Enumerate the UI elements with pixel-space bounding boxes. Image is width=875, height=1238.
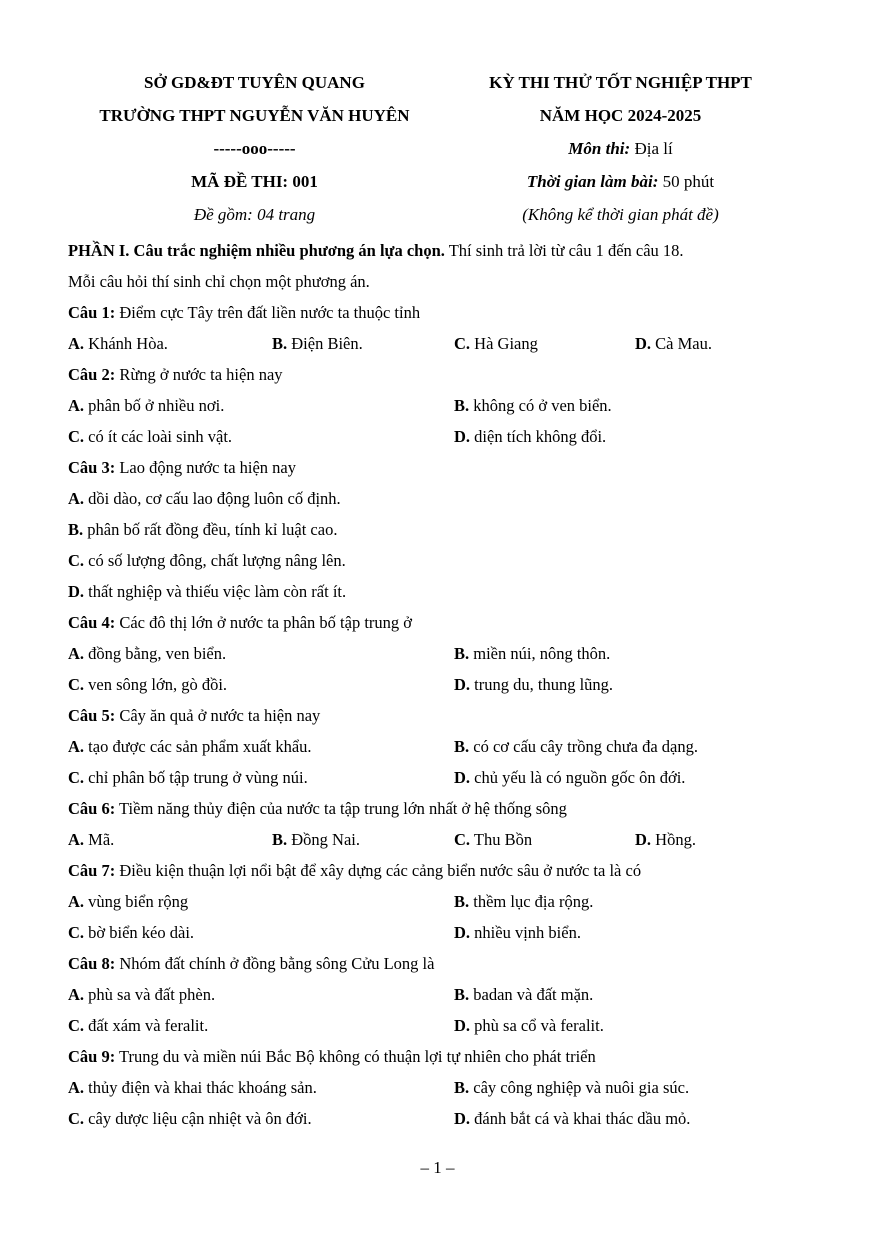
option-b: B. phân bố rất đồng đều, tính kỉ luật cao. xyxy=(68,520,338,539)
option-row xyxy=(68,421,828,452)
option-a: A. thủy điện và khai thác khoáng sản. xyxy=(68,1078,317,1097)
option-a: A. dồi dào, cơ cấu lao động luôn cố định. xyxy=(68,489,341,508)
question-stem xyxy=(68,607,828,638)
option-a: A. Mã. xyxy=(68,830,115,849)
subject-label: Môn thi: xyxy=(568,139,631,158)
option-d: D. thất nghiệp và thiếu việc làm còn rất ít. xyxy=(68,582,347,601)
option-a: A. vùng biển rộng xyxy=(68,892,189,911)
option-b: B. miền núi, nông thôn. xyxy=(454,644,611,663)
time-line xyxy=(448,165,793,198)
header-divider: -----ooo----- xyxy=(213,139,296,158)
question-label: Câu 9: xyxy=(68,1047,116,1066)
question-text: Điểm cực Tây trên đất liền nước ta thuộc tỉnh xyxy=(115,303,421,322)
option-row xyxy=(68,1103,828,1134)
option-a: A. tạo được các sản phẩm xuất khẩu. xyxy=(68,737,312,756)
question-text: Cây ăn quả ở nước ta hiện nay xyxy=(115,706,321,725)
question-text: Rừng ở nước ta hiện nay xyxy=(115,365,283,384)
time-value: 50 phút xyxy=(658,172,715,191)
header-left xyxy=(62,66,447,231)
option-d: D. nhiều vịnh biển. xyxy=(454,923,581,942)
option-c: C. ven sông lớn, gò đồi. xyxy=(68,675,228,694)
option-b: B. badan và đất mặn. xyxy=(454,985,594,1004)
page-number: – 1 – xyxy=(420,1158,455,1177)
part1-instruction-2: Mỗi câu hỏi thí sinh chỉ chọn một phương án. xyxy=(68,272,370,291)
question-text: Điều kiện thuận lợi nổi bật để xây dựng các cảng biển nước sâu ở nước ta là có xyxy=(115,861,642,880)
question-label: Câu 6: xyxy=(68,799,116,818)
question-stem xyxy=(68,452,828,483)
option-c: C. cây dược liệu cận nhiệt và ôn đới. xyxy=(68,1109,312,1128)
option-row xyxy=(68,731,828,762)
option-d: D. phù sa cổ và feralit. xyxy=(454,1016,604,1035)
option-a: A. đồng bằng, ven biển. xyxy=(68,644,227,663)
time-label: Thời gian làm bài: xyxy=(526,172,659,191)
option-c: C. đất xám và feralit. xyxy=(68,1016,209,1035)
option-b: B. có cơ cấu cây trồng chưa đa dạng. xyxy=(454,737,698,756)
option-row xyxy=(68,390,828,421)
question-label: Câu 2: xyxy=(68,365,116,384)
option-row xyxy=(68,917,828,948)
option-row xyxy=(68,1010,828,1041)
option-d: D. diện tích không đổi. xyxy=(454,427,607,446)
question-label: Câu 4: xyxy=(68,613,116,632)
option-a: A. Khánh Hòa. xyxy=(68,334,168,353)
question-stem xyxy=(68,297,828,328)
option-row xyxy=(68,1072,828,1103)
question-label: Câu 5: xyxy=(68,706,116,725)
exam-title: KỲ THI THỬ TỐT NGHIỆP THPT xyxy=(489,73,752,92)
option-d: D. đánh bắt cá và khai thác dầu mỏ. xyxy=(454,1109,691,1128)
header-right xyxy=(448,66,793,231)
part1-heading xyxy=(68,235,828,266)
question-text: Lao động nước ta hiện nay xyxy=(115,458,297,477)
option-d: D. chủ yếu là có nguồn gốc ôn đới. xyxy=(454,768,686,787)
school-year: NĂM HỌC 2024-2025 xyxy=(539,106,702,125)
option-row xyxy=(68,328,828,359)
department-name: SỞ GD&ĐT TUYÊN QUANG xyxy=(144,73,365,92)
question-stem xyxy=(68,359,828,390)
option-d: D. Cà Mau. xyxy=(635,334,712,353)
option-row xyxy=(68,669,828,700)
question-stem xyxy=(68,855,828,886)
option-a: A. phù sa và đất phèn. xyxy=(68,985,216,1004)
option-c: C. có ít các loài sinh vật. xyxy=(68,427,233,446)
subject-line xyxy=(448,132,793,165)
option-row xyxy=(68,886,828,917)
option-b: B. Điện Biên. xyxy=(272,334,363,353)
question-stem xyxy=(68,700,828,731)
school-name: TRƯỜNG THPT NGUYỄN VĂN HUYÊN xyxy=(99,106,410,125)
question-text: Tiềm năng thủy điện của nước ta tập trung lớn nhất ở hệ thống sông xyxy=(115,799,567,818)
question-text: Trung du và miền núi Bắc Bộ không có thuận lợi tự nhiên cho phát triển xyxy=(115,1047,596,1066)
option-c: C. Hà Giang xyxy=(454,334,538,353)
option-c: C. Thu Bồn xyxy=(454,830,533,849)
question-label: Câu 7: xyxy=(68,861,116,880)
option-b: B. cây công nghiệp và nuôi gia súc. xyxy=(454,1078,690,1097)
question-label: Câu 1: xyxy=(68,303,116,322)
option-b: B. không có ở ven biển. xyxy=(454,396,612,415)
time-note: (Không kể thời gian phát đề) xyxy=(522,205,719,224)
option-b: B. Đồng Nai. xyxy=(272,830,361,849)
option-a: A. phân bố ở nhiều nơi. xyxy=(68,396,225,415)
option-row xyxy=(68,979,828,1010)
page-count: Đề gồm: 04 trang xyxy=(193,205,316,224)
question-label: Câu 3: xyxy=(68,458,116,477)
option-c: C. có số lượng đông, chất lượng nâng lên. xyxy=(68,551,346,570)
option-c: C. chỉ phân bố tập trung ở vùng núi. xyxy=(68,768,308,787)
part1-instruction: Thí sinh trả lời từ câu 1 đến câu 18. xyxy=(444,241,684,260)
exam-content xyxy=(68,235,828,1134)
question-stem xyxy=(68,948,828,979)
part1-title: PHẦN I. Câu trắc nghiệm nhiều phương án lựa chọn. xyxy=(68,241,445,260)
question-text: Nhóm đất chính ở đồng bằng sông Cửu Long là xyxy=(115,954,435,973)
option-d: D. trung du, thung lũng. xyxy=(454,675,614,694)
question-stem xyxy=(68,1041,828,1072)
option-row xyxy=(68,638,828,669)
option-row xyxy=(68,762,828,793)
question-text: Các đô thị lớn ở nước ta phân bố tập trung ở xyxy=(115,613,413,632)
question-label: Câu 8: xyxy=(68,954,116,973)
option-c: C. bờ biển kéo dài. xyxy=(68,923,195,942)
question-stem xyxy=(68,793,828,824)
option-b: B. thềm lục địa rộng. xyxy=(454,892,594,911)
option-d: D. Hồng. xyxy=(635,830,696,849)
exam-code: MÃ ĐỀ THI: 001 xyxy=(191,172,318,191)
option-row xyxy=(68,824,828,855)
subject-value: Địa lí xyxy=(630,139,673,158)
